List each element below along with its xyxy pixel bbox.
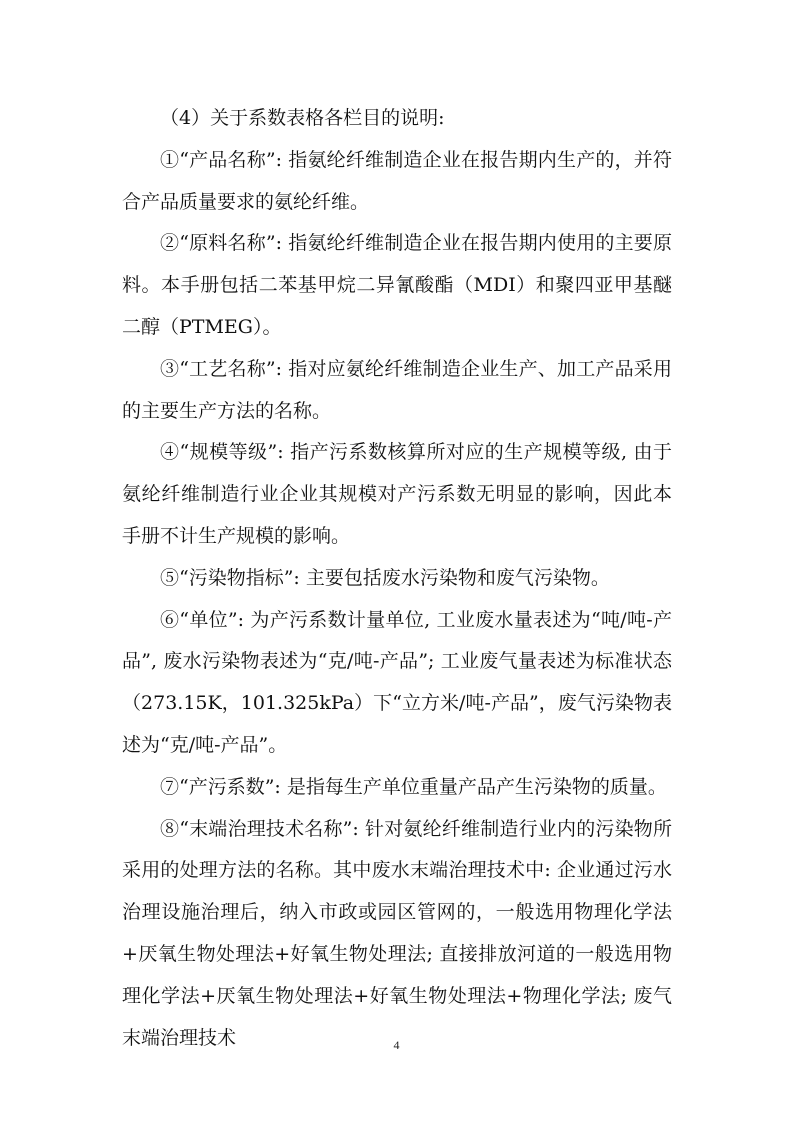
document-body: [122, 98, 672, 1059]
paragraph-raw-material-name: ②“原料名称”: 指氨纶纤维制造企业在报告期内使用的主要原料。本手册包括二苯基甲烷二异氰酸酯（MDI）和聚四亚甲基醚二醇（PTMEG）。: [122, 232, 672, 338]
paragraph-section-heading: （4）关于系数表格各栏目的说明:: [160, 107, 445, 129]
paragraph-scale-level: ④“规模等级”: 指产污系数核算所对应的生产规模等级, 由于氨纶纤维制造行业企业其规模对产污系数无明显的影响，因此本手册不计生产规模的影响。: [122, 441, 672, 547]
paragraph-pollutant-indicator: ⑤“污染物指标”: 主要包括废水污染物和废气污染物。: [160, 566, 610, 589]
paragraph-unit: ⑥“单位”: 为产污系数计量单位, 工业废水量表述为“吨/吨-产品”, 废水污染物表述为“克/吨-产品”; 工业废气量表述为标准状态（273.15K，101.325kPa）下“立方米/吨-产品”，废气污染物表述为“克/吨-产品”。: [122, 608, 672, 756]
page-number: 4: [393, 1038, 400, 1052]
paragraph-process-name: ③“工艺名称”: 指对应氨纶纤维制造企业生产、加工产品采用的主要生产方法的名称。: [122, 357, 672, 422]
paragraph-product-name: ①“产品名称”: 指氨纶纤维制造企业在报告期内生产的，并符合产品质量要求的氨纶纤维。: [122, 148, 672, 213]
paragraph-emission-coefficient: ⑦“产污系数”: 是指每生产单位重量产品产生污染物的质量。: [160, 775, 667, 798]
paragraph-end-treatment: ⑧“末端治理技术名称”: 针对氨纶纤维制造行业内的污染物所采用的处理方法的名称。其中废水末端治理技术中: 企业通过污水治理设施治理后，纳入市政或园区管网的，一般选用物理化学法+厌氧生物处理法+好氧生物处理法; 直接排放河道的一般选用物理化学法+厌氧生物处理法+好氧生物处理法+物理化学法; 废气末端治理技术: [122, 817, 672, 1049]
